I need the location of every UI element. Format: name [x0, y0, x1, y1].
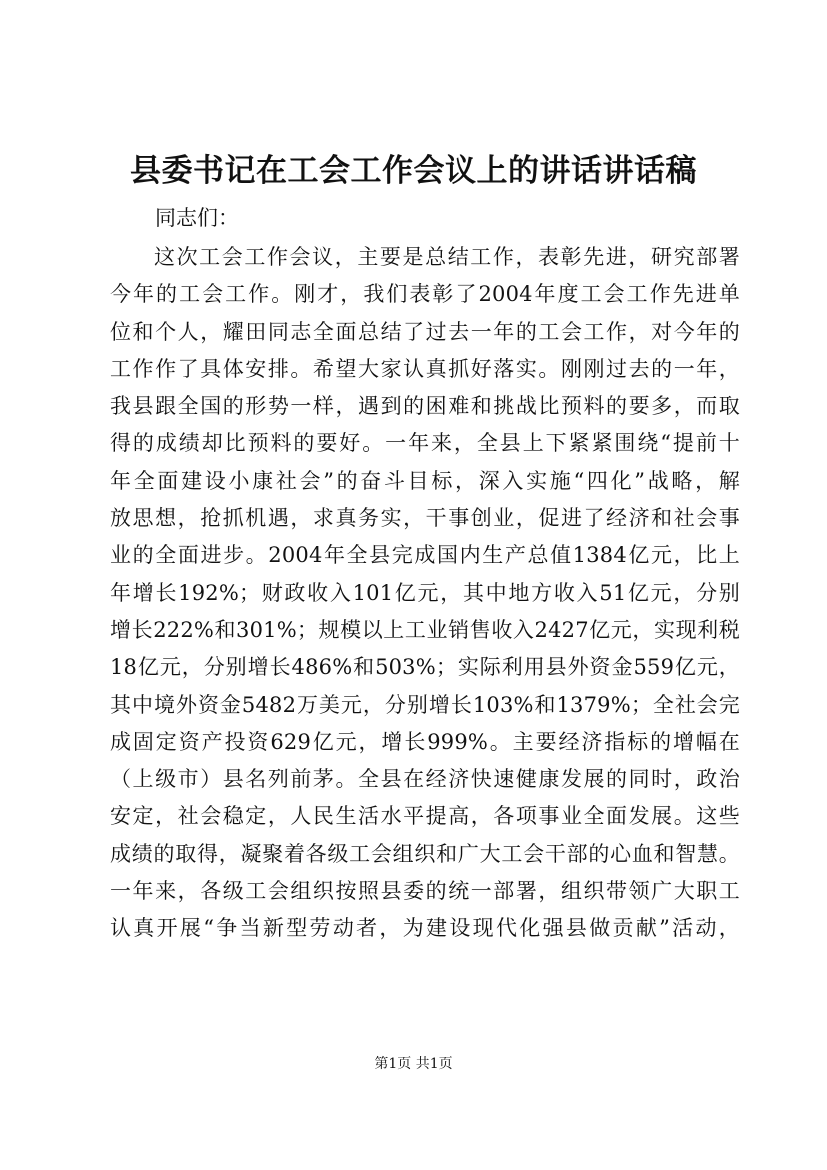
body-text — [110, 239, 740, 948]
text-line: 增长222%和301%；规模以上工业销售收入2427亿元，实现利税 — [110, 617, 740, 642]
text-line: （上级市）县名列前茅。全县在经济快速健康发展的同时，政治 — [110, 767, 740, 792]
text-line: 业的全面进步。2004年全县完成国内生产总值1384亿元，比上 — [110, 543, 740, 568]
text-line: 18亿元，分别增长486%和503%；实际利用县外资金559亿元， — [110, 655, 740, 680]
text-line: 认真开展“争当新型劳动者，为建设现代化强县做贡献”活动， — [110, 916, 740, 941]
text-line: 今年的工会工作。刚才，我们表彰了2004年度工会工作先进单 — [110, 282, 740, 307]
text-line: 一年来，各级工会组织按照县委的统一部署，组织带领广大职工 — [110, 879, 740, 904]
text-line: 其中境外资金5482万美元，分别增长103%和1379%；全社会完 — [110, 692, 740, 717]
text-line: 年增长192%；财政收入101亿元，其中地方收入51亿元，分别 — [110, 580, 740, 605]
text-line: 年全面建设小康社会”的奋斗目标，深入实施“四化”战略，解 — [110, 468, 740, 493]
page-footer: 第1页 共1页 — [374, 1056, 453, 1072]
text-line: 工作作了具体安排。希望大家认真抓好落实。刚刚过去的一年， — [110, 356, 740, 381]
text-line: 安定，社会稳定，人民生活水平提高，各项事业全面发展。这些 — [110, 804, 740, 829]
text-line: 放思想，抢抓机遇，求真务实，干事创业，促进了经济和社会事 — [110, 506, 740, 531]
text-line: 这次工会工作会议，主要是总结工作，表彰先进，研究部署 — [154, 245, 740, 269]
document-title: 县委书记在工会工作会议上的讲话讲话稿 — [130, 153, 697, 189]
text-line: 位和个人，耀田同志全面总结了过去一年的工会工作，对今年的 — [110, 319, 740, 344]
text-line: 成固定资产投资629亿元，增长999%。主要经济指标的增幅在 — [110, 729, 740, 754]
text-line: 成绩的取得，凝聚着各级工会组织和广大工会干部的心血和智慧。 — [110, 841, 740, 866]
salutation: 同志们： — [155, 206, 239, 230]
text-line: 我县跟全国的形势一样，遇到的困难和挑战比预料的要多，而取 — [110, 394, 740, 419]
text-line: 得的成绩却比预料的要好。一年来，全县上下紧紧围绕“提前十 — [110, 431, 740, 456]
